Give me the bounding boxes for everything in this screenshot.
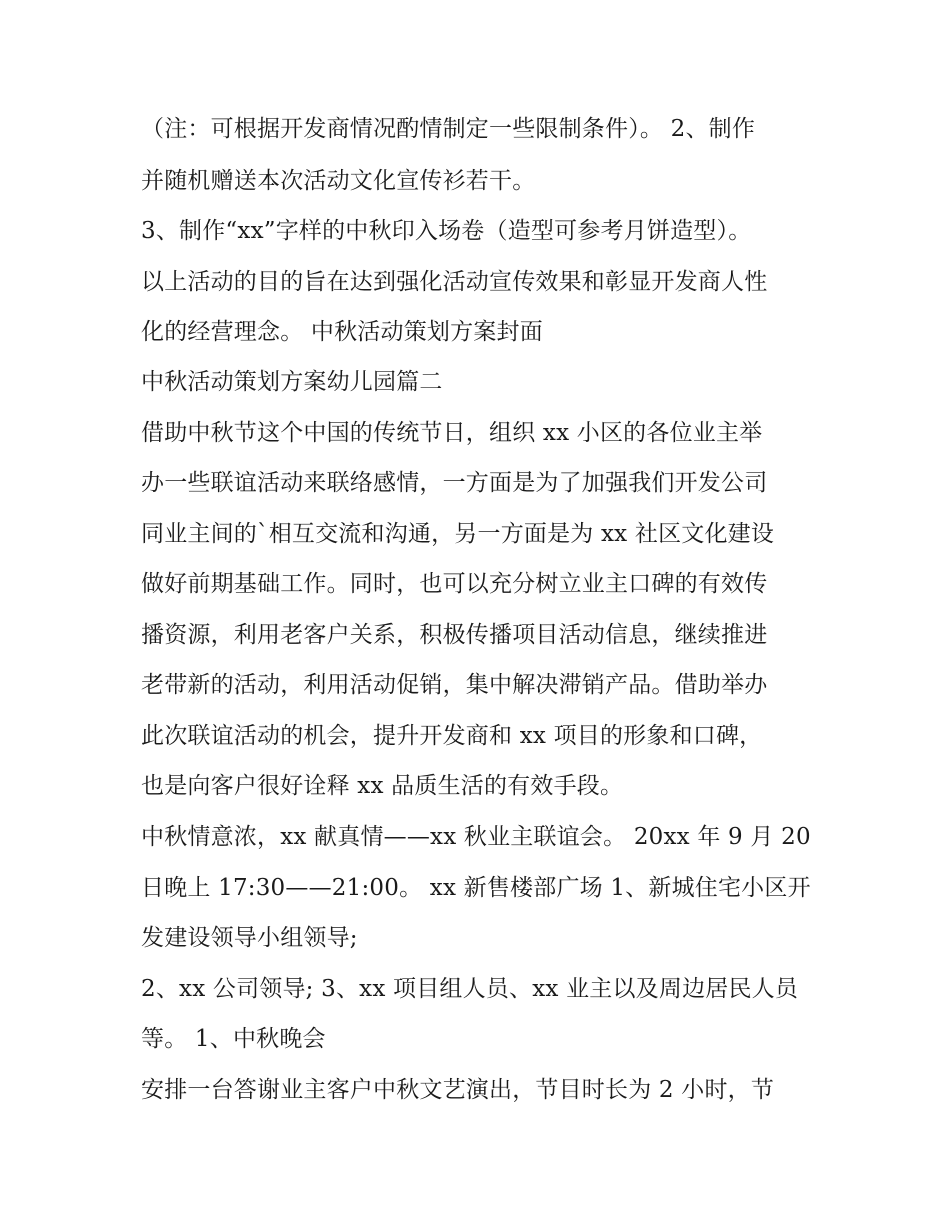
text-line: 化的经营理念。 中秋活动策划方案封面 [141, 319, 543, 345]
text-line: 安排一台答谢业主客户中秋文艺演出，节目时长为 2 小时，节 [141, 1077, 775, 1103]
text-line: 2、xx 公司领导; 3、xx 项目组人员、xx 业主以及周边居民人员 [141, 976, 799, 1002]
text-line: 等。 1、中秋晚会 [141, 1026, 326, 1052]
text-line: 办一些联谊活动来联络感情，一方面是为了加强我们开发公司 [141, 470, 768, 496]
text-line: 以上活动的目的旨在达到强化活动宣传效果和彰显开发商人性 [141, 269, 768, 295]
text-line: 3、制作“xx”字样的中秋印入场卷（造型可参考月饼造型）。 [141, 218, 752, 244]
text-line: 发建设领导小组领导; [141, 925, 358, 951]
text-line: 也是向客户很好诠释 xx 品质生活的有效手段。 [141, 773, 624, 799]
text-line: （注：可根据开发商情况酌情制定一些限制条件）。 2、制作 [141, 116, 756, 142]
text-line: 此次联谊活动的机会，提升开发商和 xx 项目的形象和口碑， [141, 723, 763, 749]
text-line: 老带新的活动，利用活动促销，集中解决滞销产品。借助举办 [141, 672, 768, 698]
text-line: 同业主间的`相互交流和沟通，另一方面是为 xx 社区文化建设 [141, 521, 775, 547]
text-line: 播资源，利用老客户关系，积极传播项目活动信息，继续推进 [141, 622, 768, 648]
text-line: 中秋情意浓，xx 献真情——xx 秋业主联谊会。 20xx 年 9 月 20 [141, 824, 811, 850]
text-line: 做好前期基础工作。同时，也可以充分树立业主口碑的有效传 [141, 571, 768, 597]
text-line: 日晚上 17:30——21:00。 xx 新售楼部广场 1、新城住宅小区开 [141, 875, 811, 901]
section-heading: 中秋活动策划方案幼儿园篇二 [141, 369, 443, 395]
text-line: 借助中秋节这个中国的传统节日，组织 xx 小区的各位业主举 [141, 420, 763, 446]
text-line: 并随机赠送本次活动文化宣传衫若干。 [141, 168, 536, 194]
